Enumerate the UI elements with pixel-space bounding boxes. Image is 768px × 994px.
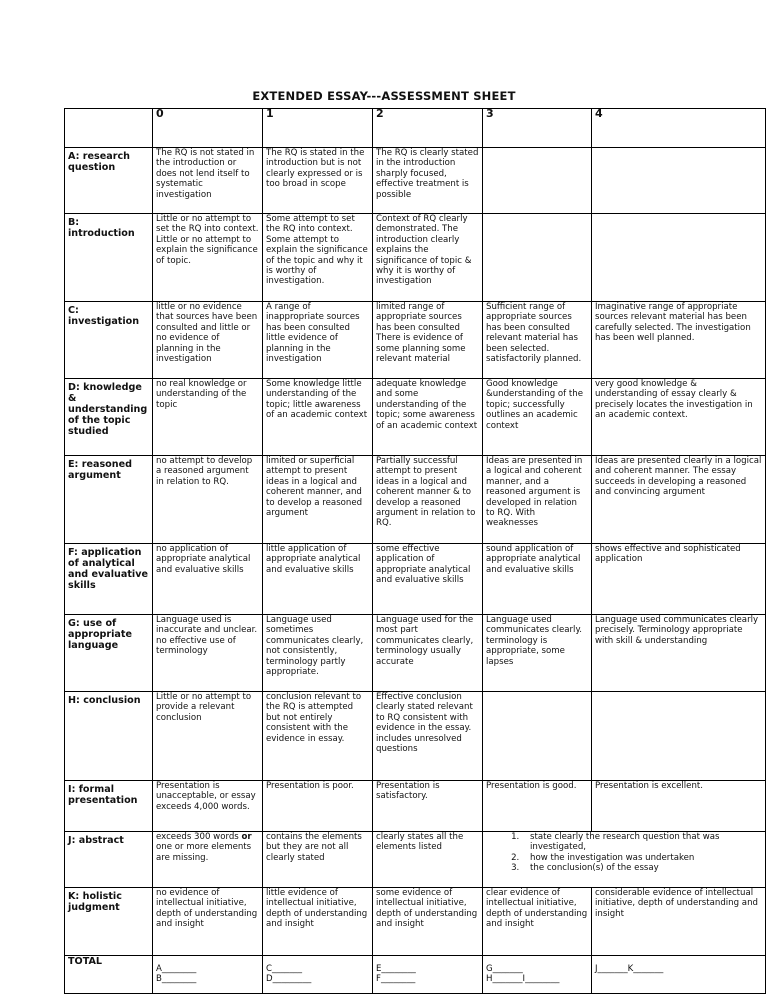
- total-score-cell: [483, 956, 592, 994]
- score-blank[interactable]: C_______: [266, 964, 303, 974]
- descriptor-cell: Sufficient range of appropriate sources has been consulted relevant material has been selected. satisfactorily planned.: [483, 302, 592, 379]
- descriptor-cell: Language used communicates clearly precisely. Terminology appropriate with skill & understanding: [592, 615, 766, 692]
- criterion-label: K: holistic judgment: [65, 888, 153, 956]
- score-blank[interactable]: J_______K_______: [595, 964, 664, 974]
- abstract-requirements-list: [486, 832, 762, 874]
- total-score-cell: [263, 956, 373, 994]
- descriptor-cell: [592, 214, 766, 302]
- header-score-4: 4: [592, 109, 766, 148]
- abstract-requirement-item: 2. how the investigation was undertaken: [522, 853, 762, 863]
- descriptor-cell: Context of RQ clearly demonstrated. The introduction clearly explains the significance of topic & why it is worthy of investigation: [373, 214, 483, 302]
- descriptor-text: one or more elements are missing.: [156, 842, 252, 863]
- page-title: EXTENDED ESSAY---ASSESSMENT SHEET: [252, 89, 516, 103]
- descriptor-cell: Effective conclusion clearly stated relevant to RQ consistent with evidence in the essay. includes unresolved questions: [373, 692, 483, 781]
- criterion-row: [65, 544, 766, 615]
- descriptor-cell: contains the elements but they are not all clearly stated: [263, 832, 373, 888]
- descriptor-cell: no real knowledge or understanding of the topic: [153, 379, 263, 456]
- descriptor-cell: [592, 148, 766, 214]
- descriptor-cell: Partially successful attempt to present ideas in a logical and coherent manner & to develop a reasoned argument in relation to RQ.: [373, 456, 483, 544]
- descriptor-cell: no evidence of intellectual initiative, depth of understanding and insight: [153, 888, 263, 956]
- criterion-row: [65, 692, 766, 781]
- total-label: TOTAL: [65, 956, 153, 994]
- total-score-cell: [153, 956, 263, 994]
- criterion-label: H: conclusion: [65, 692, 153, 781]
- descriptor-cell: Presentation is excellent.: [592, 781, 766, 832]
- header-score-3: 3: [483, 109, 592, 148]
- criterion-label: J: abstract: [65, 832, 153, 888]
- abstract-requirement-item: 3. the conclusion(s) of the essay: [522, 863, 762, 873]
- criterion-label: I: formal presentation: [65, 781, 153, 832]
- criterion-row: [65, 148, 766, 214]
- assessment-table: [64, 108, 766, 994]
- descriptor-cell: Presentation is unacceptable, or essay exceeds 4,000 words.: [153, 781, 263, 832]
- score-blank[interactable]: A________: [156, 964, 197, 974]
- descriptor-cell: [483, 214, 592, 302]
- descriptor-cell: Language used communicates clearly. terminology is appropriate, some lapses: [483, 615, 592, 692]
- total-score-cell: [592, 956, 766, 994]
- criterion-row: [65, 379, 766, 456]
- criterion-label: A: research question: [65, 148, 153, 214]
- descriptor-cell: Some attempt to set the RQ into context. Some attempt to explain the significance of the topic and why it is worthy of investigation.: [263, 214, 373, 302]
- descriptor-cell: Ideas are presented clearly in a logical and coherent manner. The essay succeeds in developing a reasoned and convincing argument: [592, 456, 766, 544]
- descriptor-cell: limited range of appropriate sources has been consulted There is evidence of some planning some relevant material: [373, 302, 483, 379]
- score-blank[interactable]: F________: [376, 974, 416, 985]
- descriptor-cell: The RQ is not stated in the introduction or does not lend itself to systematic investigation: [153, 148, 263, 214]
- descriptor-cell: The RQ is clearly stated in the introduction sharply focused, effective treatment is possible: [373, 148, 483, 214]
- header-score-0: 0: [153, 109, 263, 148]
- score-blank[interactable]: E________: [376, 964, 416, 974]
- abstract-requirement-item: 1. state clearly the research question that was investigated,: [522, 832, 762, 853]
- descriptor-cell: Language used for the most part communicates clearly, terminology usually accurate: [373, 615, 483, 692]
- descriptor-cell: [483, 692, 592, 781]
- descriptor-cell: clear evidence of intellectual initiative, depth of understanding and insight: [483, 888, 592, 956]
- criterion-row: [65, 781, 766, 832]
- descriptor-cell: Presentation is poor.: [263, 781, 373, 832]
- criterion-row: [65, 832, 766, 888]
- criterion-label: F: application of analytical and evaluative skills: [65, 544, 153, 615]
- descriptor-cell: Little or no attempt to provide a relevant conclusion: [153, 692, 263, 781]
- descriptor-cell: Language used is inaccurate and unclear. no effective use of terminology: [153, 615, 263, 692]
- descriptor-cell: Little or no attempt to set the RQ into context. Little or no attempt to explain the significance of topic.: [153, 214, 263, 302]
- descriptor-text: exceeds 300 words: [156, 832, 239, 842]
- descriptor-cell: considerable evidence of intellectual initiative, depth of understanding and insight: [592, 888, 766, 956]
- descriptor-cell: adequate knowledge and some understanding of the topic; some awareness of an academic context: [373, 379, 483, 456]
- descriptor-cell: Imaginative range of appropriate sources relevant material has been carefully selected. The investigation has been well planned.: [592, 302, 766, 379]
- descriptor-cell: Language used sometimes communicates clearly, not consistently, terminology partly appropriate.: [263, 615, 373, 692]
- criterion-label: B: introduction: [65, 214, 153, 302]
- descriptor-cell: little evidence of intellectual initiative, depth of understanding and insight: [263, 888, 373, 956]
- criterion-row: [65, 615, 766, 692]
- descriptor-cell: some evidence of intellectual initiative, depth of understanding and insight: [373, 888, 483, 956]
- score-blank[interactable]: D_________: [266, 974, 312, 985]
- descriptor-cell: Presentation is good.: [483, 781, 592, 832]
- header-score-1: 1: [263, 109, 373, 148]
- total-row: [65, 956, 766, 994]
- descriptor-cell: sound application of appropriate analytical and evaluative skills: [483, 544, 592, 615]
- criterion-row: [65, 214, 766, 302]
- descriptor-cell: Some knowledge little understanding of the topic; little awareness of an academic context: [263, 379, 373, 456]
- descriptor-cell: conclusion relevant to the RQ is attempted but not entirely consistent with the evidence in essay.: [263, 692, 373, 781]
- criterion-label: D: knowledge & understanding of the topic studied: [65, 379, 153, 456]
- criterion-label: C: investigation: [65, 302, 153, 379]
- score-blank[interactable]: G_______: [486, 964, 523, 974]
- criterion-row: [65, 456, 766, 544]
- descriptor-cell: clearly states all the elements listed: [373, 832, 483, 888]
- descriptor-cell: some effective application of appropriate analytical and evaluative skills: [373, 544, 483, 615]
- score-blank[interactable]: B________: [156, 974, 197, 985]
- descriptor-cell: no attempt to develop a reasoned argument in relation to RQ.: [153, 456, 263, 544]
- descriptor-cell: [483, 148, 592, 214]
- descriptor-cell: Presentation is satisfactory.: [373, 781, 483, 832]
- descriptor-cell: no application of appropriate analytical and evaluative skills: [153, 544, 263, 615]
- abstract-requirements-cell: [483, 832, 766, 888]
- descriptor-cell: A range of inappropriate sources has been consulted little evidence of planning in the investigation: [263, 302, 373, 379]
- descriptor-cell: limited or superficial attempt to present ideas in a logical and coherent manner, and to develop a reasoned argument: [263, 456, 373, 544]
- descriptor-cell: shows effective and sophisticated application: [592, 544, 766, 615]
- emphasis-text: or: [241, 832, 252, 842]
- descriptor-cell: The RQ is stated in the introduction but is not clearly expressed or is too broad in scope: [263, 148, 373, 214]
- descriptor-cell: very good knowledge & understanding of essay clearly & precisely locates the investigation in an academic context.: [592, 379, 766, 456]
- criterion-row: [65, 888, 766, 956]
- criterion-row: [65, 302, 766, 379]
- descriptor-cell: Ideas are presented in a logical and coherent manner, and a reasoned argument is developed in relation to RQ. With weaknesses: [483, 456, 592, 544]
- descriptor-cell: little application of appropriate analytical and evaluative skills: [263, 544, 373, 615]
- descriptor-cell: [153, 832, 263, 888]
- score-blank[interactable]: H_______I________: [486, 974, 560, 985]
- descriptor-cell: Good knowledge &understanding of the topic; successfully outlines an academic context: [483, 379, 592, 456]
- descriptor-cell: little or no evidence that sources have been consulted and little or no evidence of planning in the investigation: [153, 302, 263, 379]
- descriptor-cell: [592, 692, 766, 781]
- criterion-label: E: reasoned argument: [65, 456, 153, 544]
- criterion-label: G: use of appropriate language: [65, 615, 153, 692]
- header-score-2: 2: [373, 109, 483, 148]
- header-criterion-cell: [65, 109, 153, 148]
- total-score-cell: [373, 956, 483, 994]
- header-row: [65, 109, 766, 148]
